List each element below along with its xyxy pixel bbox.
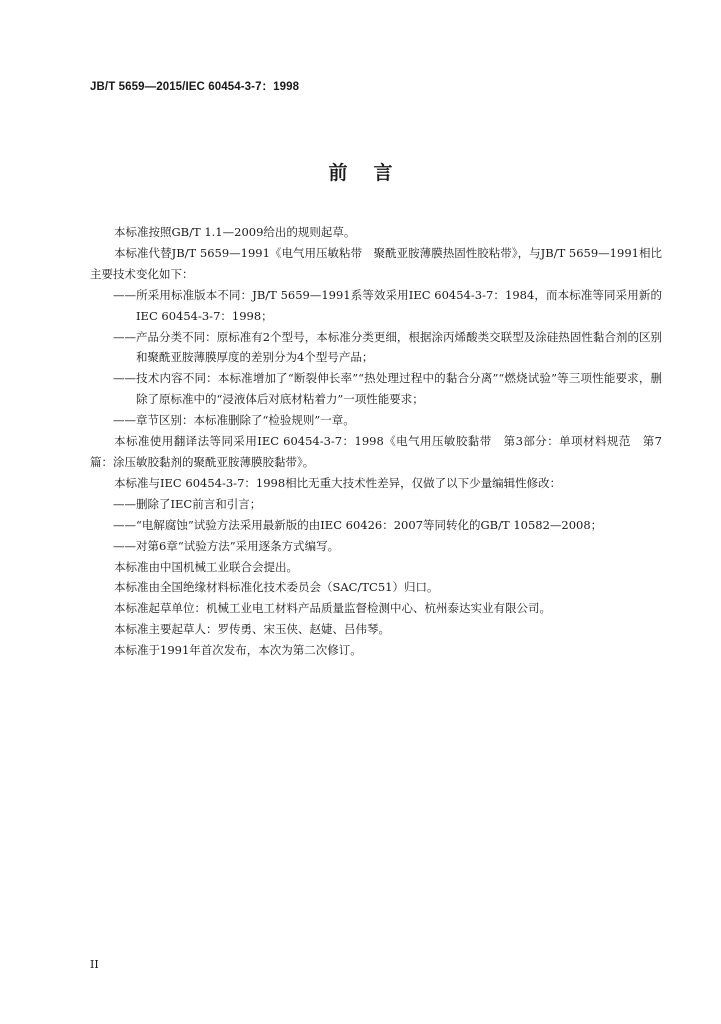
document-code-header: JB/T 5659—2015/IEC 60454-3-7：1998 [90, 81, 300, 93]
paragraph: 本标准由全国绝缘材料标准化技术委员会（SAC/TC51）归口。 [114, 580, 439, 595]
list-item: ——技术内容不同：本标准增加了“断裂伸长率”“热处理过程中的黏合分离”“燃烧试验”等三项性能要求，删除了原标准中的“浸液体后对底材粘着力”一项性能要求； [113, 371, 662, 407]
paragraph: 本标准与IEC 60454-3-7：1998相比无重大技术性差异，仅做了以下少量编辑性修改： [114, 475, 562, 490]
paragraph: 本标准使用翻译法等同采用IEC 60454-3-7：1998《电气用压敏胶黏带 第3部分：单项材料规范 第7篇：涂压敏胶黏剂的聚酰亚胺薄膜胶黏带》。 [90, 434, 662, 469]
list-item: ——删除了IEC前言和引言； [113, 496, 262, 511]
paragraph: 本标准于1991年首次发布，本次为第二次修订。 [114, 643, 362, 658]
list-item: ——“电解腐蚀”试验方法采用最新版的由IEC 60426：2007等同转化的GB/T 10582—2008； [113, 517, 603, 532]
list-item: ——章节区别：本标准删除了“检验规则”一章。 [113, 413, 355, 428]
list-item: ——产品分类不同：原标准有2个型号，本标准分类更细，根据涂丙烯酸类交联型及涂硅热固性黏合剂的区别和聚酰亚胺薄膜厚度的差别分为4个型号产品； [113, 329, 662, 365]
page-title: 前言 [328, 162, 419, 184]
list-item: ——对第6章“试验方法”采用逐条方式编写。 [113, 538, 340, 553]
paragraph: 本标准按照GB/T 1.1—2009给出的规则起草。 [114, 225, 356, 239]
list-item: ——所采用标准版本不同：JB/T 5659—1991系等效采用IEC 60454-3-7：1984，而本标准等同采用新的IEC 60454-3-7：1998； [113, 287, 662, 323]
paragraph: 本标准起草单位：机械工业电工材料产品质量监督检测中心、杭州泰达实业有限公司。 [114, 601, 551, 616]
paragraph: 本标准代替JB/T 5659—1991《电气用压敏粘带 聚酰亚胺薄膜热固性胶粘带》，与JB/T 5659—1991相比主要技术变化如下： [90, 245, 662, 281]
paragraph: 本标准主要起草人：罗传勇、宋玉侠、赵婕、吕伟琴。 [114, 622, 390, 637]
paragraph: 本标准由中国机械工业联合会提出。 [114, 559, 298, 574]
foreword-body [90, 222, 662, 661]
page-number: II [90, 958, 99, 971]
